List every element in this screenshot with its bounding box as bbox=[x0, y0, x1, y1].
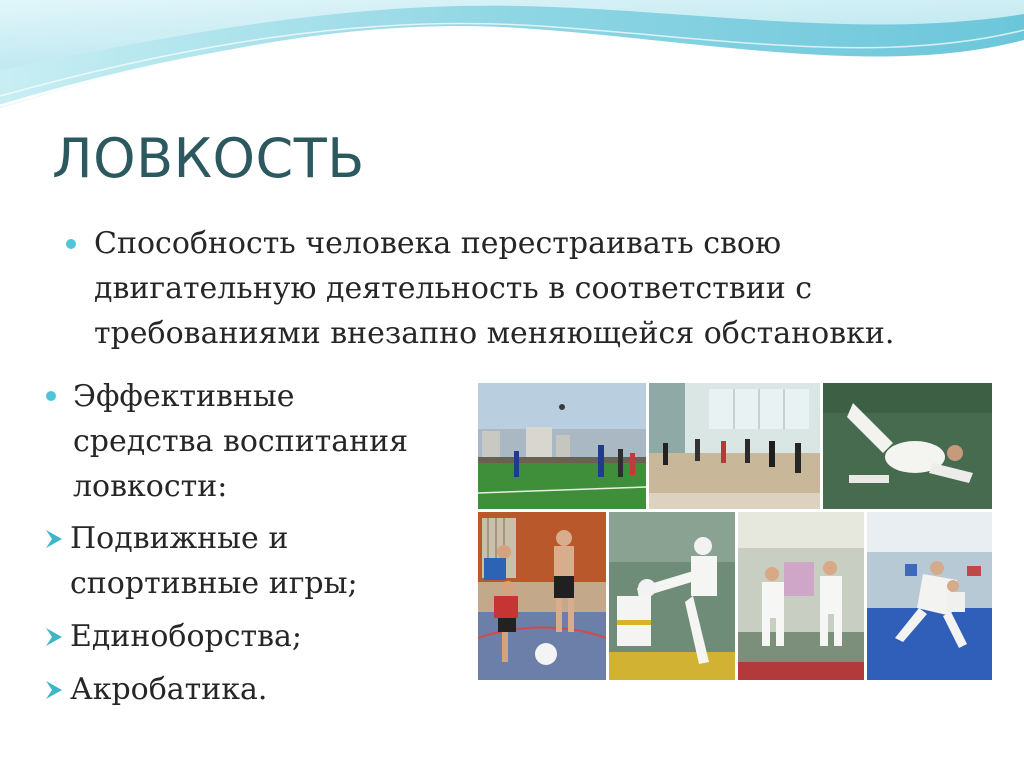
means-item-label: Единоборства; bbox=[70, 619, 303, 654]
photo-karate-pair bbox=[738, 512, 864, 680]
bullet-dot-icon bbox=[46, 391, 56, 401]
photo-judo-blue-mat bbox=[867, 512, 992, 680]
means-item-label: Подвижные и спортивные игры; bbox=[70, 521, 358, 601]
wave-header-decoration bbox=[0, 0, 1024, 140]
slide-title: ЛОВКОСТЬ bbox=[52, 127, 365, 190]
means-item bbox=[44, 667, 267, 712]
photo-judo-throw bbox=[823, 383, 992, 509]
chevron-arrow-icon bbox=[44, 667, 70, 712]
bullet-dot-icon bbox=[66, 239, 76, 249]
chevron-arrow-icon bbox=[44, 614, 70, 659]
means-item bbox=[44, 516, 390, 606]
photo-football-field bbox=[478, 383, 646, 509]
chevron-arrow-icon bbox=[44, 516, 70, 561]
means-item bbox=[44, 614, 302, 659]
photo-boys-football bbox=[478, 512, 606, 680]
means-item-label: Акробатика. bbox=[70, 672, 268, 707]
photo-collage bbox=[478, 383, 992, 680]
means-heading: Эффективные средства воспитания ловкости: bbox=[73, 379, 409, 504]
photo-gym-class bbox=[649, 383, 820, 509]
definition-text: Способность человека перестраивать свою двигательную деятельность в соответствии с требованиями внезапно меняющейся обстановки. bbox=[94, 226, 895, 351]
photo-karate-kick bbox=[609, 512, 735, 680]
